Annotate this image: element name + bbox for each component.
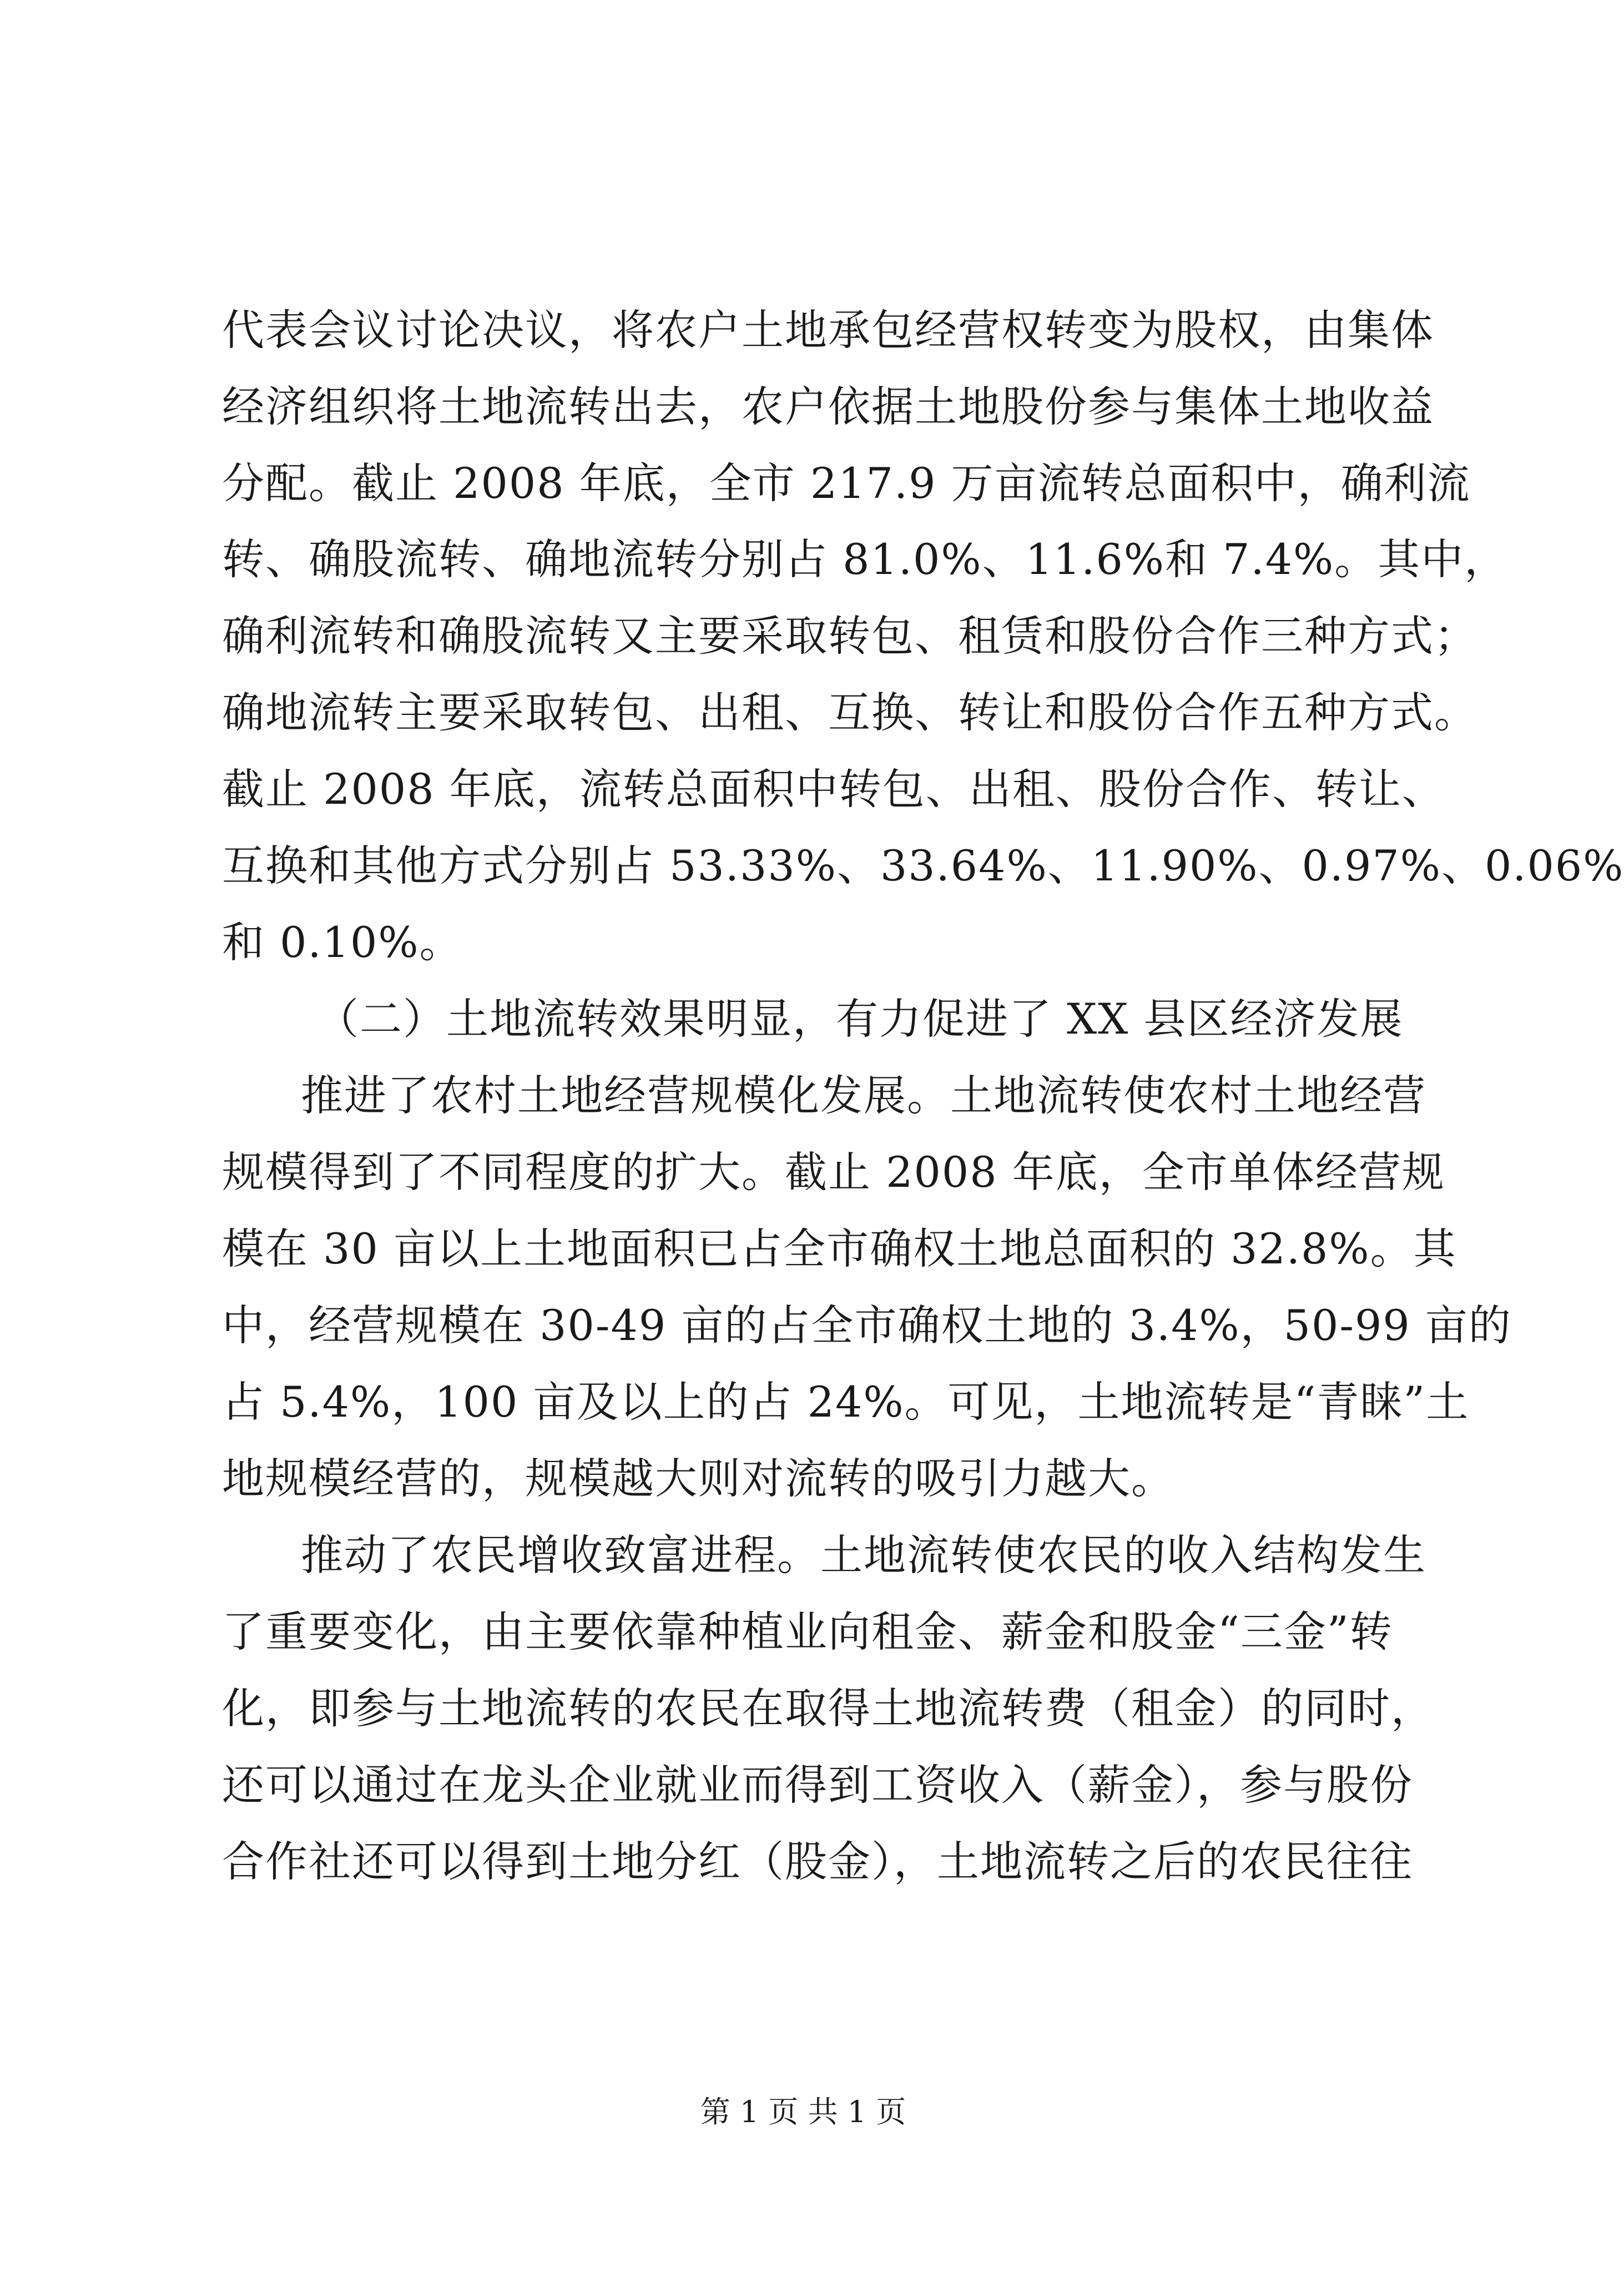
- text-line-17: 推动了农民增收致富进程。土地流转使农民的收入结构发生: [301, 1530, 1426, 1580]
- text-line-7: 截止 2008 年底，流转总面积中转包、出租、股份合作、转让、: [222, 764, 1445, 814]
- text-line-21: 合作社还可以得到土地分红（股金），土地流转之后的农民往往: [222, 1837, 1413, 1886]
- text-line-1: 代表会议讨论决议，将农户土地承包经营权转变为股权，由集体: [222, 305, 1434, 355]
- text-line-5: 确利流转和确股流转又主要采取转包、租赁和股份合作三种方式；: [222, 611, 1477, 661]
- text-line-14: 中，经营规模在 30-49 亩的占全市确权土地的 3.4%，50-99 亩的: [222, 1301, 1512, 1350]
- text-line-11: 推进了农村土地经营规模化发展。土地流转使农村土地经营: [301, 1071, 1426, 1120]
- text-line-6: 确地流转主要采取转包、出租、互换、转让和股份合作五种方式。: [222, 688, 1477, 737]
- text-line-3: 分配。截止 2008 年底，全市 217.9 万亩流转总面积中，确利流: [222, 459, 1471, 508]
- section-heading: （二）土地流转效果明显，有力促进了 XX 县区经济发展: [316, 994, 1404, 1044]
- text-line-15: 占 5.4%，100 亩及以上的占 24%。可见，土地流转是“青睐”土: [222, 1377, 1470, 1427]
- page-footer: 第 1 页 共 1 页: [700, 2094, 906, 2129]
- text-line-20: 还可以通过在龙头企业就业而得到工资收入（薪金），参与股份: [222, 1760, 1413, 1810]
- text-line-2: 经济组织将土地流转出去，农户依据土地股份参与集体土地收益: [222, 382, 1434, 431]
- text-line-12: 规模得到了不同程度的扩大。截止 2008 年底，全市单体经营规: [222, 1147, 1445, 1197]
- text-line-8: 互换和其他方式分别占 53.33%、33.64%、11.90%、0.97%、0.06%: [222, 841, 1624, 890]
- text-line-19: 化，即参与土地流转的农民在取得土地流转费（租金）的同时，: [222, 1684, 1434, 1733]
- text-line-13: 模在 30 亩以上土地面积已占全市确权土地总面积的 32.8%。其: [222, 1224, 1457, 1273]
- text-line-18: 了重要变化，由主要依靠种植业向租金、薪金和股金“三金”转: [222, 1607, 1393, 1656]
- text-line-16: 地规模经营的，规模越大则对流转的吸引力越大。: [222, 1454, 1174, 1503]
- text-line-9: 和 0.10%。: [222, 918, 463, 967]
- text-line-4: 转、确股流转、确地流转分别占 81.0%、11.6%和 7.4%。其中，: [222, 535, 1508, 584]
